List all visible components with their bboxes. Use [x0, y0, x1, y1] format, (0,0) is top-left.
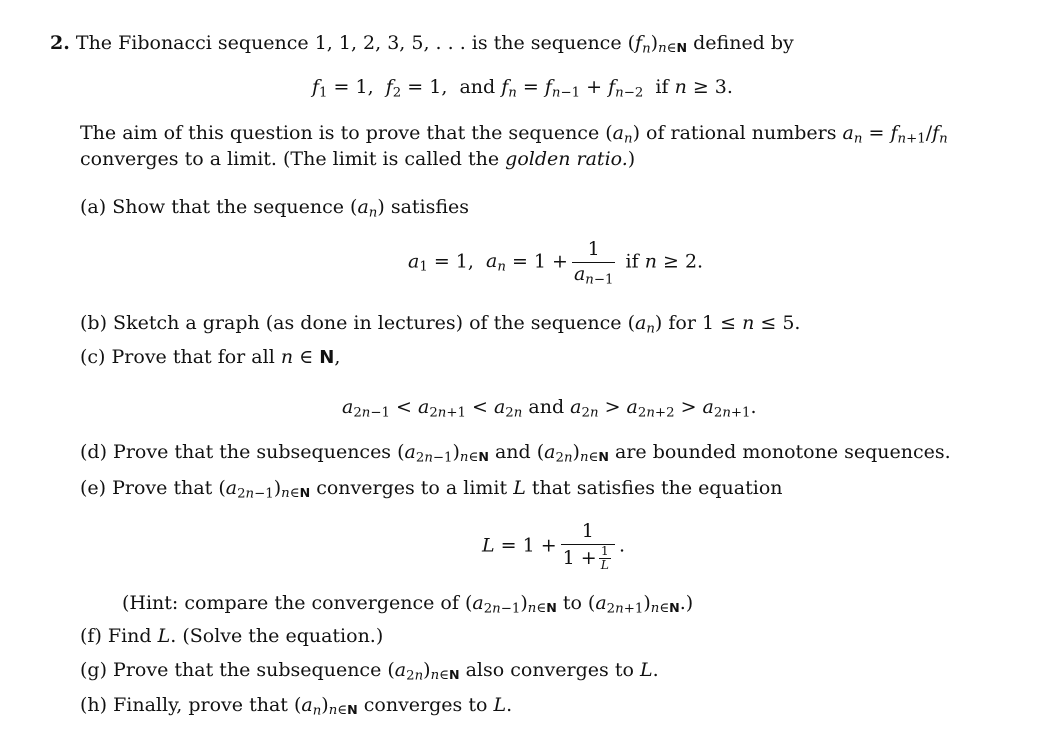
aim-line-1: The aim of this question is to prove that the sequence $(a_n)$ of rational numbers $a_n = f_{n+1}/f_n$: [80, 122, 948, 147]
part-g: (g) Prove that the subsequence $(a_{2n})_{n\in N}$ also converges to L.: [80, 659, 659, 684]
part-f-text: Find: [107, 625, 152, 647]
part-g-label: (g): [80, 659, 107, 681]
part-g-text-2: also converges to: [465, 659, 634, 681]
part-d: (d) Prove that the subsequences $(a_{2n-1})_{n\in N}$ and $(a_{2n})_{n\in N}$ are bounded monotone sequences.: [80, 441, 951, 466]
part-e-text-3: that satisfies the equation: [531, 477, 783, 499]
hint-text: (Hint: compare the convergence of: [122, 592, 459, 614]
hint: (Hint: compare the convergence of $(a_{2n-1})_{n\in N}$ to $(a_{2n+1})_{n\in N}$.): [122, 592, 694, 617]
part-c-text: Prove that for all: [111, 346, 275, 368]
part-b: (b) Sketch a graph (as done in lectures) of the sequence $(a_n)$ for 1 ≤ n ≤ 5.: [80, 312, 801, 337]
aim-close: ): [627, 148, 636, 170]
part-a-label: (a): [80, 196, 107, 218]
part-b-text-3: ≤ 5.: [760, 312, 801, 334]
part-e-label: (e): [80, 477, 107, 499]
part-h: (h) Finally, prove that $(a_n)_{n\in N}$ converges to L.: [80, 694, 513, 719]
part-b-label: (b): [80, 312, 107, 334]
part-e-text: Prove that: [112, 477, 213, 499]
recurrence-fraction: $\frac{1}{a_{n-1}}$: [573, 238, 614, 288]
part-f-label: (f): [80, 625, 102, 647]
part-e: (e) Prove that $(a_{2n-1})_{n\in N}$ converges to a limit L that satisfies the equation: [80, 477, 783, 502]
condition-value: 2.: [684, 250, 704, 273]
part-a-text-2: satisfies: [390, 196, 470, 218]
part-h-text: Finally, prove that: [113, 694, 288, 716]
part-a-text: Show that the sequence: [112, 196, 344, 218]
condition-if: if: [625, 250, 639, 273]
part-h-label: (h): [80, 694, 108, 716]
hint-to: to: [562, 592, 582, 614]
limit-fraction: 1 1 + $\frac{1}{L}$: [561, 520, 615, 573]
part-b-text-2: for 1 ≤: [668, 312, 737, 334]
aim-text-3: converges to a limit. (The limit is called the: [80, 148, 500, 170]
part-d-text-2: are bounded monotone sequences.: [615, 441, 951, 463]
part-f-text-2: . (Solve the equation.): [170, 625, 384, 647]
part-c-and: and: [528, 396, 565, 418]
part-d-text: Prove that the subsequences: [113, 441, 392, 463]
part-c: (c) Prove that for all n ∈ N,: [80, 346, 341, 368]
limit-equation: L = 1 + 1 1 + $\frac{1}{L}$ .: [482, 520, 625, 573]
part-d-and: and: [494, 441, 531, 463]
part-f: (f) Find L. (Solve the equation.): [80, 625, 384, 647]
part-b-text: Sketch a graph (as done in lectures) of the sequence: [113, 312, 622, 334]
hint-close: .): [679, 592, 694, 614]
intro-text: The Fibonacci sequence 1, 1, 2, 3, 5, . . . is the sequence: [75, 32, 622, 54]
part-g-end: .: [652, 659, 659, 681]
element-of: ∈: [299, 346, 314, 368]
fibonacci-definition: $f_1 = 1$, $f_2 = 1$, and $f_n = f_{n-1} + f_{n-2}$ if n ≥ 3.: [312, 76, 733, 101]
part-h-end: .: [506, 694, 513, 716]
golden-ratio-term: golden ratio.: [505, 148, 628, 170]
aim-text-1: The aim of this question is to prove that the sequence: [80, 122, 600, 144]
part-g-text: Prove that the subsequence: [113, 659, 382, 681]
inequality-chain: $a_{2n-1} < a_{2n+1} < a_{2n}$ and $a_{2n} > a_{2n+2} > a_{2n+1}$.: [342, 396, 757, 421]
part-d-label: (d): [80, 441, 107, 463]
part-c-label: (c): [80, 346, 106, 368]
part-e-text-2: converges to a limit: [316, 477, 508, 499]
aim-line-2: [80, 148, 635, 170]
problem-number: 2.: [50, 32, 70, 54]
recurrence-equation: $a_1 = 1$, $a_n = 1$ + $\frac{1}{a_{n-1}}$ if n ≥ 2.: [408, 238, 704, 288]
part-h-text-2: converges to: [363, 694, 488, 716]
problem-intro: 2. The Fibonacci sequence 1, 1, 2, 3, 5, . . . is the sequence $(f_n)_{n\in N}$ defined by: [50, 32, 794, 57]
part-a: (a) Show that the sequence $(a_n)$ satisfies: [80, 196, 470, 221]
intro-text-2: defined by: [693, 32, 794, 54]
aim-text-2: of rational numbers: [646, 122, 837, 144]
